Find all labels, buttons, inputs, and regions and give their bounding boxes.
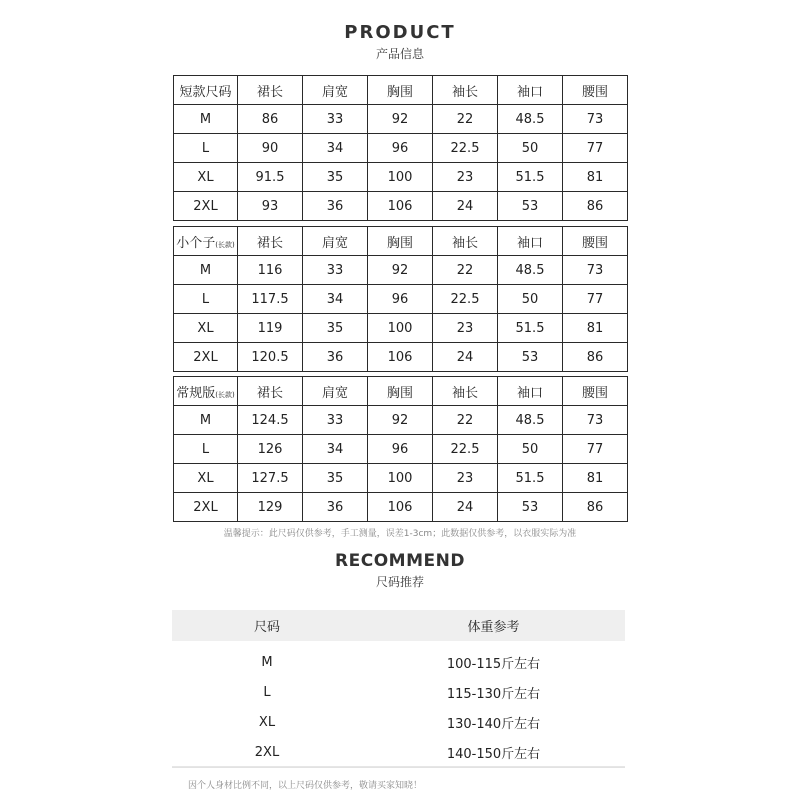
value-cell: 119 <box>238 314 303 343</box>
value-cell: 81 <box>563 163 628 192</box>
column-header: 腰围 <box>563 227 628 256</box>
column-header: 裙长 <box>238 377 303 406</box>
value-cell: 22.5 <box>433 134 498 163</box>
value-cell: 22 <box>433 256 498 285</box>
value-cell: 73 <box>563 105 628 134</box>
value-cell: 33 <box>303 406 368 435</box>
size-cell: 2XL <box>174 343 238 372</box>
value-cell: 50 <box>498 285 563 314</box>
value-cell: 86 <box>563 493 628 522</box>
weight-cell: 115-130斤左右 <box>446 686 541 702</box>
table-row <box>174 192 628 221</box>
value-cell: 22 <box>433 406 498 435</box>
size-table-short <box>173 75 628 221</box>
size-table-regular <box>173 376 628 522</box>
size-cell: 2XL <box>254 744 280 760</box>
table-row <box>174 105 628 134</box>
value-cell: 96 <box>368 285 433 314</box>
size-cell: M <box>174 256 238 285</box>
size-cell: XL <box>174 163 238 192</box>
size-tip: 温馨提示：此尺码仅供参考，手工测量，误差1-3cm；此数据仅供参考，以衣服实际为准 <box>223 529 577 539</box>
value-cell: 22.5 <box>433 435 498 464</box>
value-cell: 73 <box>563 256 628 285</box>
column-header: 体重参考 <box>362 610 625 641</box>
column-header: 尺码 <box>172 610 362 641</box>
column-header: 胸围 <box>368 377 433 406</box>
value-cell: 48.5 <box>498 406 563 435</box>
value-cell: 53 <box>498 192 563 221</box>
table-row <box>174 343 628 372</box>
value-cell: 53 <box>498 493 563 522</box>
value-cell: 92 <box>368 105 433 134</box>
size-cell: L <box>174 134 238 163</box>
column-header: 腰围 <box>563 377 628 406</box>
table-header-row <box>174 227 628 256</box>
value-cell: 106 <box>368 343 433 372</box>
column-header: 裙长 <box>238 227 303 256</box>
column-header: 肩宽 <box>303 76 368 105</box>
column-header: 肩宽 <box>303 227 368 256</box>
value-cell: 81 <box>563 464 628 493</box>
column-header: 裙长 <box>238 76 303 105</box>
value-cell: 23 <box>433 314 498 343</box>
size-table-petite <box>173 226 628 372</box>
table-row <box>174 406 628 435</box>
value-cell: 86 <box>563 343 628 372</box>
column-header: 袖口 <box>498 76 563 105</box>
value-cell: 22.5 <box>433 285 498 314</box>
value-cell: 33 <box>303 256 368 285</box>
value-cell: 48.5 <box>498 256 563 285</box>
value-cell: 23 <box>433 464 498 493</box>
value-cell: 120.5 <box>238 343 303 372</box>
table-row <box>174 314 628 343</box>
value-cell: 100 <box>368 464 433 493</box>
table-row <box>174 134 628 163</box>
table-row <box>174 464 628 493</box>
column-header: 胸围 <box>368 76 433 105</box>
value-cell: 50 <box>498 435 563 464</box>
recommend-title: RECOMMEND <box>335 551 465 571</box>
value-cell: 92 <box>368 406 433 435</box>
value-cell: 106 <box>368 192 433 221</box>
value-cell: 96 <box>368 435 433 464</box>
value-cell: 127.5 <box>238 464 303 493</box>
value-cell: 96 <box>368 134 433 163</box>
weight-cell: 130-140斤左右 <box>446 716 541 732</box>
size-cell: M <box>261 654 273 670</box>
value-cell: 51.5 <box>498 314 563 343</box>
value-cell: 77 <box>563 435 628 464</box>
recommend-table <box>172 610 625 768</box>
size-cell: M <box>174 105 238 134</box>
value-cell: 24 <box>433 192 498 221</box>
table-row <box>174 256 628 285</box>
value-cell: 50 <box>498 134 563 163</box>
table-label: 短款尺码 <box>174 76 238 105</box>
column-header: 肩宽 <box>303 377 368 406</box>
value-cell: 91.5 <box>238 163 303 192</box>
value-cell: 35 <box>303 464 368 493</box>
value-cell: 81 <box>563 314 628 343</box>
size-cell: 2XL <box>174 192 238 221</box>
size-cell: 2XL <box>174 493 238 522</box>
column-header: 袖长 <box>433 227 498 256</box>
size-cell: XL <box>174 464 238 493</box>
size-cell: L <box>174 435 238 464</box>
column-header: 袖长 <box>433 377 498 406</box>
value-cell: 53 <box>498 343 563 372</box>
table-row <box>174 285 628 314</box>
product-subtitle: 产品信息 <box>375 47 424 61</box>
value-cell: 48.5 <box>498 105 563 134</box>
table-row <box>174 435 628 464</box>
value-cell: 35 <box>303 314 368 343</box>
value-cell: 116 <box>238 256 303 285</box>
table-row <box>172 707 625 737</box>
column-header: 袖口 <box>498 227 563 256</box>
value-cell: 100 <box>368 163 433 192</box>
size-cell: M <box>174 406 238 435</box>
value-cell: 92 <box>368 256 433 285</box>
value-cell: 86 <box>238 105 303 134</box>
value-cell: 35 <box>303 163 368 192</box>
table-header-row <box>174 76 628 105</box>
value-cell: 51.5 <box>498 464 563 493</box>
value-cell: 36 <box>303 343 368 372</box>
value-cell: 24 <box>433 343 498 372</box>
value-cell: 93 <box>238 192 303 221</box>
value-cell: 77 <box>563 134 628 163</box>
table-row <box>174 493 628 522</box>
table-row <box>172 641 625 677</box>
divider <box>172 766 625 767</box>
table-header-row <box>174 377 628 406</box>
size-cell: L <box>174 285 238 314</box>
recommend-header-row <box>172 610 625 641</box>
value-cell: 36 <box>303 493 368 522</box>
value-cell: 124.5 <box>238 406 303 435</box>
value-cell: 36 <box>303 192 368 221</box>
footer-note: 因个人身材比例不同，以上尺码仅供参考，敬请买家知晓！ <box>188 781 423 791</box>
product-title: PRODUCT <box>344 22 456 43</box>
value-cell: 117.5 <box>238 285 303 314</box>
weight-cell: 140-150斤左右 <box>446 746 541 762</box>
value-cell: 34 <box>303 134 368 163</box>
value-cell: 33 <box>303 105 368 134</box>
column-header: 胸围 <box>368 227 433 256</box>
size-cell: L <box>263 684 271 700</box>
value-cell: 77 <box>563 285 628 314</box>
value-cell: 100 <box>368 314 433 343</box>
value-cell: 126 <box>238 435 303 464</box>
value-cell: 129 <box>238 493 303 522</box>
table-label: 常规版(长款) <box>174 377 238 406</box>
recommend-subtitle: 尺码推荐 <box>375 575 424 589</box>
value-cell: 34 <box>303 435 368 464</box>
value-cell: 73 <box>563 406 628 435</box>
table-row <box>174 163 628 192</box>
size-cell: XL <box>258 714 276 730</box>
table-label: 小个子(长款) <box>174 227 238 256</box>
column-header: 袖长 <box>433 76 498 105</box>
weight-cell: 100-115斤左右 <box>446 656 541 672</box>
table-row <box>172 677 625 707</box>
value-cell: 34 <box>303 285 368 314</box>
value-cell: 90 <box>238 134 303 163</box>
column-header: 腰围 <box>563 76 628 105</box>
value-cell: 23 <box>433 163 498 192</box>
value-cell: 86 <box>563 192 628 221</box>
column-header: 袖口 <box>498 377 563 406</box>
table-row <box>172 737 625 768</box>
value-cell: 51.5 <box>498 163 563 192</box>
size-cell: XL <box>174 314 238 343</box>
value-cell: 22 <box>433 105 498 134</box>
value-cell: 106 <box>368 493 433 522</box>
value-cell: 24 <box>433 493 498 522</box>
